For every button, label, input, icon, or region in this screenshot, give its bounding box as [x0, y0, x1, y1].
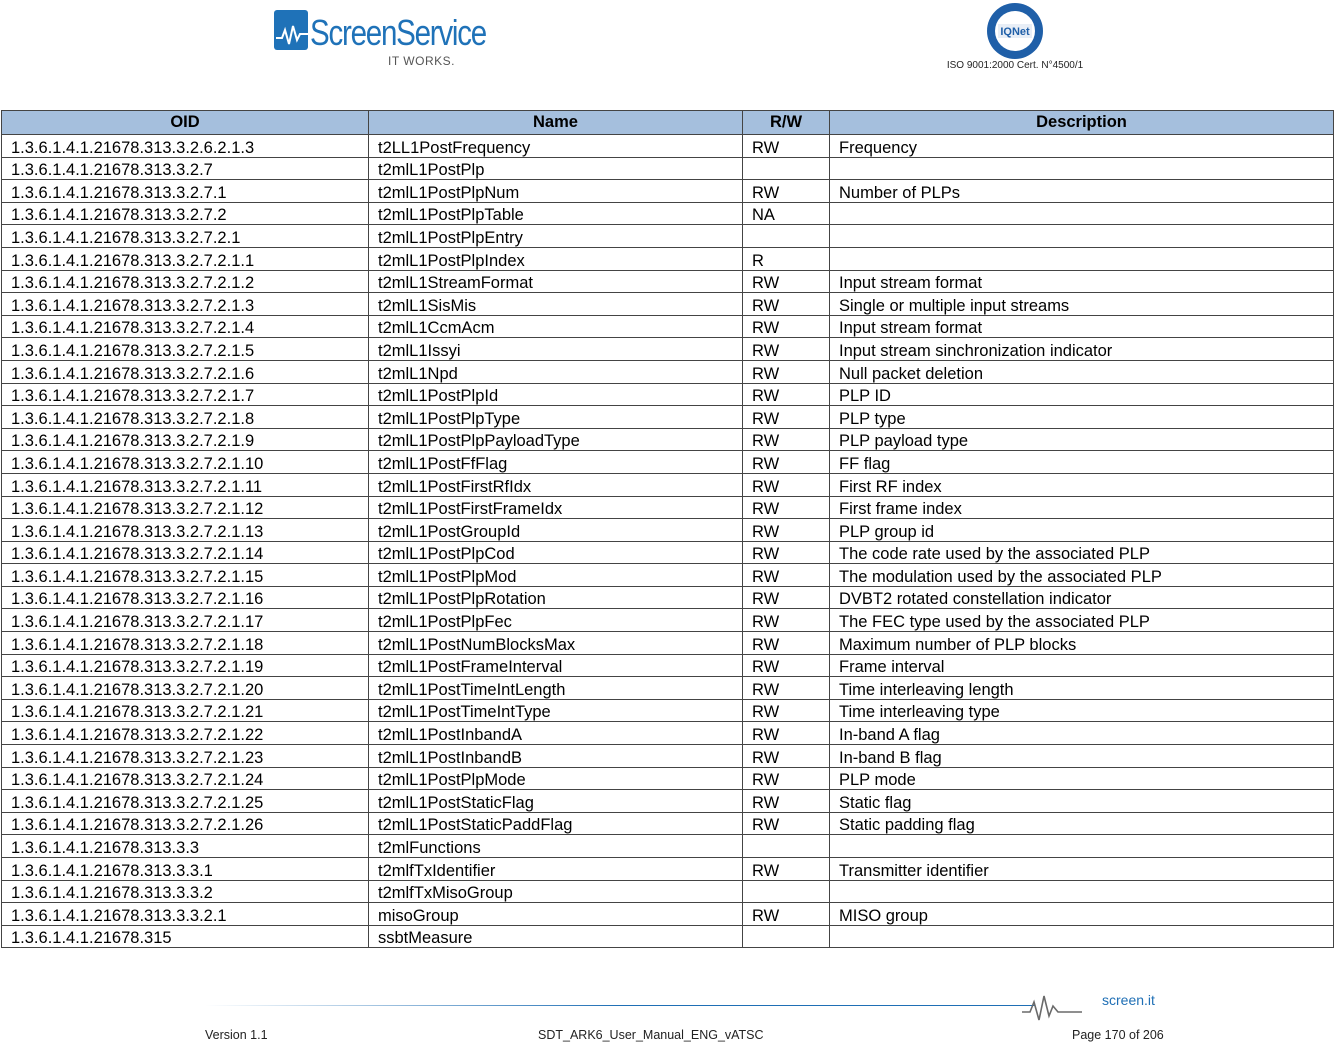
rw-cell: RW: [743, 677, 830, 700]
name-cell: t2mlL1PostPlpMod: [369, 564, 743, 587]
rw-cell: RW: [743, 428, 830, 451]
cert-label: ISO 9001:2000 Cert. N°4500/1: [946, 60, 1084, 71]
table-row: [2, 451, 1334, 474]
table-row: [2, 293, 1334, 316]
oid-cell: 1.3.6.1.4.1.21678.313.3.2.7.2.1.15: [2, 564, 369, 587]
description-cell: [830, 925, 1334, 948]
description-cell: [830, 835, 1334, 858]
company-logo: [272, 8, 486, 70]
oid-cell: 1.3.6.1.4.1.21678.313.3.2.7.2.1.6: [2, 360, 369, 383]
name-cell: t2mlL1PostPlpTable: [369, 202, 743, 225]
rw-cell: RW: [743, 767, 830, 790]
description-cell: PLP ID: [830, 383, 1334, 406]
footer-version: Version 1.1: [205, 1028, 268, 1042]
logo-wordmark: ScreenService: [310, 12, 486, 53]
rw-cell: RW: [743, 858, 830, 881]
table-row: [2, 564, 1334, 587]
table-row: [2, 880, 1334, 903]
description-cell: Time interleaving type: [830, 699, 1334, 722]
rw-cell: RW: [743, 360, 830, 383]
table-row: [2, 135, 1334, 158]
logo-tagline: IT WORKS.: [388, 54, 455, 68]
rw-cell: RW: [743, 338, 830, 361]
name-cell: misoGroup: [369, 903, 743, 926]
rw-cell: RW: [743, 270, 830, 293]
description-cell: Input stream format: [830, 315, 1334, 338]
name-cell: t2mlL1StreamFormat: [369, 270, 743, 293]
description-cell: PLP group id: [830, 519, 1334, 542]
rw-cell: RW: [743, 790, 830, 813]
table-row: [2, 677, 1334, 700]
table-row: [2, 745, 1334, 768]
description-cell: Maximum number of PLP blocks: [830, 632, 1334, 655]
table-body: [2, 135, 1334, 948]
description-cell: Input stream format: [830, 270, 1334, 293]
table-row: [2, 473, 1334, 496]
rw-cell: RW: [743, 519, 830, 542]
name-cell: t2mlL1PostPlpId: [369, 383, 743, 406]
rw-cell: RW: [743, 451, 830, 474]
description-cell: First frame index: [830, 496, 1334, 519]
oid-cell: 1.3.6.1.4.1.21678.313.3.3.2: [2, 880, 369, 903]
oid-cell: 1.3.6.1.4.1.21678.313.3.2.7.2.1.11: [2, 473, 369, 496]
column-header-description: Description: [830, 111, 1334, 135]
oid-cell: 1.3.6.1.4.1.21678.313.3.2.7.2.1.26: [2, 812, 369, 835]
table-row: [2, 338, 1334, 361]
name-cell: t2mlL1PostPlpRotation: [369, 586, 743, 609]
name-cell: t2mlL1PostPlp: [369, 157, 743, 180]
table-row: [2, 202, 1334, 225]
rw-cell: NA: [743, 202, 830, 225]
table-row: [2, 903, 1334, 926]
oid-cell: 1.3.6.1.4.1.21678.313.3.2.7.2.1.22: [2, 722, 369, 745]
table-row: [2, 722, 1334, 745]
table-row: [2, 858, 1334, 881]
name-cell: t2mlL1PostTimeIntType: [369, 699, 743, 722]
table-row: [2, 812, 1334, 835]
rw-cell: [743, 880, 830, 903]
rw-cell: RW: [743, 180, 830, 203]
description-cell: [830, 225, 1334, 248]
oid-cell: 1.3.6.1.4.1.21678.313.3.2.7.1: [2, 180, 369, 203]
oid-cell: 1.3.6.1.4.1.21678.313.3.2.7.2.1.3: [2, 293, 369, 316]
name-cell: ssbtMeasure: [369, 925, 743, 948]
rw-cell: RW: [743, 903, 830, 926]
description-cell: The code rate used by the associated PLP: [830, 541, 1334, 564]
rw-cell: [743, 835, 830, 858]
oid-cell: 1.3.6.1.4.1.21678.313.3.2.7.2: [2, 202, 369, 225]
oid-cell: 1.3.6.1.4.1.21678.313.3.2.7.2.1.23: [2, 745, 369, 768]
rw-cell: RW: [743, 135, 830, 158]
certification-seal-icon: [986, 2, 1044, 60]
rw-cell: RW: [743, 564, 830, 587]
oid-cell: 1.3.6.1.4.1.21678.313.3.3.1: [2, 858, 369, 881]
description-cell: Number of PLPs: [830, 180, 1334, 203]
table-row: [2, 586, 1334, 609]
description-cell: First RF index: [830, 473, 1334, 496]
oid-cell: 1.3.6.1.4.1.21678.313.3.2.7.2.1.17: [2, 609, 369, 632]
description-cell: In-band B flag: [830, 745, 1334, 768]
table-row: [2, 654, 1334, 677]
name-cell: t2mlL1PostFfFlag: [369, 451, 743, 474]
name-cell: t2mlL1PostGroupId: [369, 519, 743, 542]
table-row: [2, 519, 1334, 542]
table-row: [2, 315, 1334, 338]
table-row: [2, 609, 1334, 632]
description-cell: Static flag: [830, 790, 1334, 813]
rw-cell: [743, 925, 830, 948]
rw-cell: [743, 225, 830, 248]
name-cell: t2mlL1PostStaticPaddFlag: [369, 812, 743, 835]
name-cell: t2mlL1PostFirstFrameIdx: [369, 496, 743, 519]
name-cell: t2mlL1PostPlpType: [369, 406, 743, 429]
name-cell: t2mlL1PostFrameInterval: [369, 654, 743, 677]
name-cell: t2mlL1PostPlpCod: [369, 541, 743, 564]
oid-cell: 1.3.6.1.4.1.21678.313.3.2.7: [2, 157, 369, 180]
oid-cell: 1.3.6.1.4.1.21678.313.3.2.7.2.1.14: [2, 541, 369, 564]
table-row: [2, 925, 1334, 948]
description-cell: [830, 202, 1334, 225]
oid-cell: 1.3.6.1.4.1.21678.313.3.2.7.2.1.16: [2, 586, 369, 609]
description-cell: Time interleaving length: [830, 677, 1334, 700]
name-cell: t2mlL1PostInbandA: [369, 722, 743, 745]
description-cell: In-band A flag: [830, 722, 1334, 745]
oid-cell: 1.3.6.1.4.1.21678.313.3.2.7.2.1.5: [2, 338, 369, 361]
table-row: [2, 383, 1334, 406]
rw-cell: RW: [743, 293, 830, 316]
rw-cell: RW: [743, 315, 830, 338]
signal-wave-icon: [1022, 990, 1082, 1024]
name-cell: t2mlL1PostInbandB: [369, 745, 743, 768]
name-cell: t2mlL1PostPlpFec: [369, 609, 743, 632]
name-cell: t2mlL1PostStaticFlag: [369, 790, 743, 813]
oid-cell: 1.3.6.1.4.1.21678.313.3.2.7.2.1.8: [2, 406, 369, 429]
description-cell: Null packet deletion: [830, 360, 1334, 383]
rw-cell: RW: [743, 722, 830, 745]
oid-cell: 1.3.6.1.4.1.21678.313.3.2.7.2.1.18: [2, 632, 369, 655]
cert-badge-text: IQNet: [1000, 26, 1030, 38]
oid-cell: 1.3.6.1.4.1.21678.313.3.2.7.2.1.25: [2, 790, 369, 813]
table-row: [2, 835, 1334, 858]
oid-cell: 1.3.6.1.4.1.21678.313.3.2.7.2.1: [2, 225, 369, 248]
table-header-row: [2, 111, 1334, 135]
oid-cell: 1.3.6.1.4.1.21678.315: [2, 925, 369, 948]
rw-cell: R: [743, 247, 830, 270]
column-header-rw: R/W: [743, 111, 830, 135]
name-cell: t2mlL1PostPlpMode: [369, 767, 743, 790]
table-row: [2, 406, 1334, 429]
column-header-oid: OID: [2, 111, 369, 135]
description-cell: The FEC type used by the associated PLP: [830, 609, 1334, 632]
description-cell: Single or multiple input streams: [830, 293, 1334, 316]
description-cell: [830, 157, 1334, 180]
table-row: [2, 157, 1334, 180]
oid-cell: 1.3.6.1.4.1.21678.313.3.2.7.2.1.1: [2, 247, 369, 270]
table-row: [2, 790, 1334, 813]
description-cell: [830, 880, 1334, 903]
rw-cell: RW: [743, 632, 830, 655]
description-cell: [830, 247, 1334, 270]
description-cell: DVBT2 rotated constellation indicator: [830, 586, 1334, 609]
table-row: [2, 270, 1334, 293]
name-cell: t2mlL1PostNumBlocksMax: [369, 632, 743, 655]
name-cell: t2mlL1Npd: [369, 360, 743, 383]
footer-site: screen.it: [1102, 992, 1155, 1008]
oid-cell: 1.3.6.1.4.1.21678.313.3.2.6.2.1.3: [2, 135, 369, 158]
name-cell: t2mlL1PostTimeIntLength: [369, 677, 743, 700]
description-cell: PLP payload type: [830, 428, 1334, 451]
table-row: [2, 247, 1334, 270]
oid-cell: 1.3.6.1.4.1.21678.313.3.2.7.2.1.13: [2, 519, 369, 542]
description-cell: Input stream sinchronization indicator: [830, 338, 1334, 361]
table-row: [2, 767, 1334, 790]
footer-divider: [205, 1005, 1035, 1006]
column-header-name: Name: [369, 111, 743, 135]
oid-cell: 1.3.6.1.4.1.21678.313.3.2.7.2.1.7: [2, 383, 369, 406]
rw-cell: RW: [743, 745, 830, 768]
oid-cell: 1.3.6.1.4.1.21678.313.3.2.7.2.1.4: [2, 315, 369, 338]
name-cell: t2mlL1SisMis: [369, 293, 743, 316]
name-cell: t2mlL1PostPlpIndex: [369, 247, 743, 270]
oid-cell: 1.3.6.1.4.1.21678.313.3.2.7.2.1.24: [2, 767, 369, 790]
table-row: [2, 632, 1334, 655]
table-row: [2, 428, 1334, 451]
oid-table: [1, 110, 1334, 948]
name-cell: t2mlL1PostFirstRfIdx: [369, 473, 743, 496]
description-cell: Frame interval: [830, 654, 1334, 677]
name-cell: t2mlL1PostPlpEntry: [369, 225, 743, 248]
rw-cell: RW: [743, 473, 830, 496]
rw-cell: RW: [743, 812, 830, 835]
name-cell: t2mlL1CcmAcm: [369, 315, 743, 338]
rw-cell: RW: [743, 699, 830, 722]
description-cell: Frequency: [830, 135, 1334, 158]
description-cell: MISO group: [830, 903, 1334, 926]
table-row: [2, 496, 1334, 519]
footer-document-name: SDT_ARK6_User_Manual_ENG_vATSC: [538, 1028, 764, 1042]
name-cell: t2mlfTxIdentifier: [369, 858, 743, 881]
oid-cell: 1.3.6.1.4.1.21678.313.3.2.7.2.1.20: [2, 677, 369, 700]
name-cell: t2mlL1PostPlpNum: [369, 180, 743, 203]
oid-cell: 1.3.6.1.4.1.21678.313.3.2.7.2.1.9: [2, 428, 369, 451]
oid-cell: 1.3.6.1.4.1.21678.313.3.2.7.2.1.12: [2, 496, 369, 519]
table-row: [2, 180, 1334, 203]
description-cell: PLP type: [830, 406, 1334, 429]
description-cell: PLP mode: [830, 767, 1334, 790]
name-cell: t2mlL1PostPlpPayloadType: [369, 428, 743, 451]
rw-cell: RW: [743, 586, 830, 609]
footer-page-number: Page 170 of 206: [1072, 1028, 1164, 1042]
name-cell: t2LL1PostFrequency: [369, 135, 743, 158]
table-row: [2, 360, 1334, 383]
oid-cell: 1.3.6.1.4.1.21678.313.3.2.7.2.1.19: [2, 654, 369, 677]
oid-cell: 1.3.6.1.4.1.21678.313.3.2.7.2.1.2: [2, 270, 369, 293]
name-cell: t2mlL1Issyi: [369, 338, 743, 361]
oid-cell: 1.3.6.1.4.1.21678.313.3.3.2.1: [2, 903, 369, 926]
rw-cell: RW: [743, 609, 830, 632]
oid-cell: 1.3.6.1.4.1.21678.313.3.2.7.2.1.10: [2, 451, 369, 474]
rw-cell: RW: [743, 406, 830, 429]
rw-cell: RW: [743, 541, 830, 564]
rw-cell: RW: [743, 383, 830, 406]
name-cell: t2mlfTxMisoGroup: [369, 880, 743, 903]
rw-cell: RW: [743, 496, 830, 519]
name-cell: t2mlFunctions: [369, 835, 743, 858]
description-cell: Transmitter identifier: [830, 858, 1334, 881]
description-cell: FF flag: [830, 451, 1334, 474]
logo-mark-icon: [272, 8, 312, 52]
table-row: [2, 225, 1334, 248]
description-cell: Static padding flag: [830, 812, 1334, 835]
rw-cell: RW: [743, 654, 830, 677]
rw-cell: [743, 157, 830, 180]
table-row: [2, 699, 1334, 722]
oid-cell: 1.3.6.1.4.1.21678.313.3.2.7.2.1.21: [2, 699, 369, 722]
description-cell: The modulation used by the associated PLP: [830, 564, 1334, 587]
oid-cell: 1.3.6.1.4.1.21678.313.3.3: [2, 835, 369, 858]
table-row: [2, 541, 1334, 564]
